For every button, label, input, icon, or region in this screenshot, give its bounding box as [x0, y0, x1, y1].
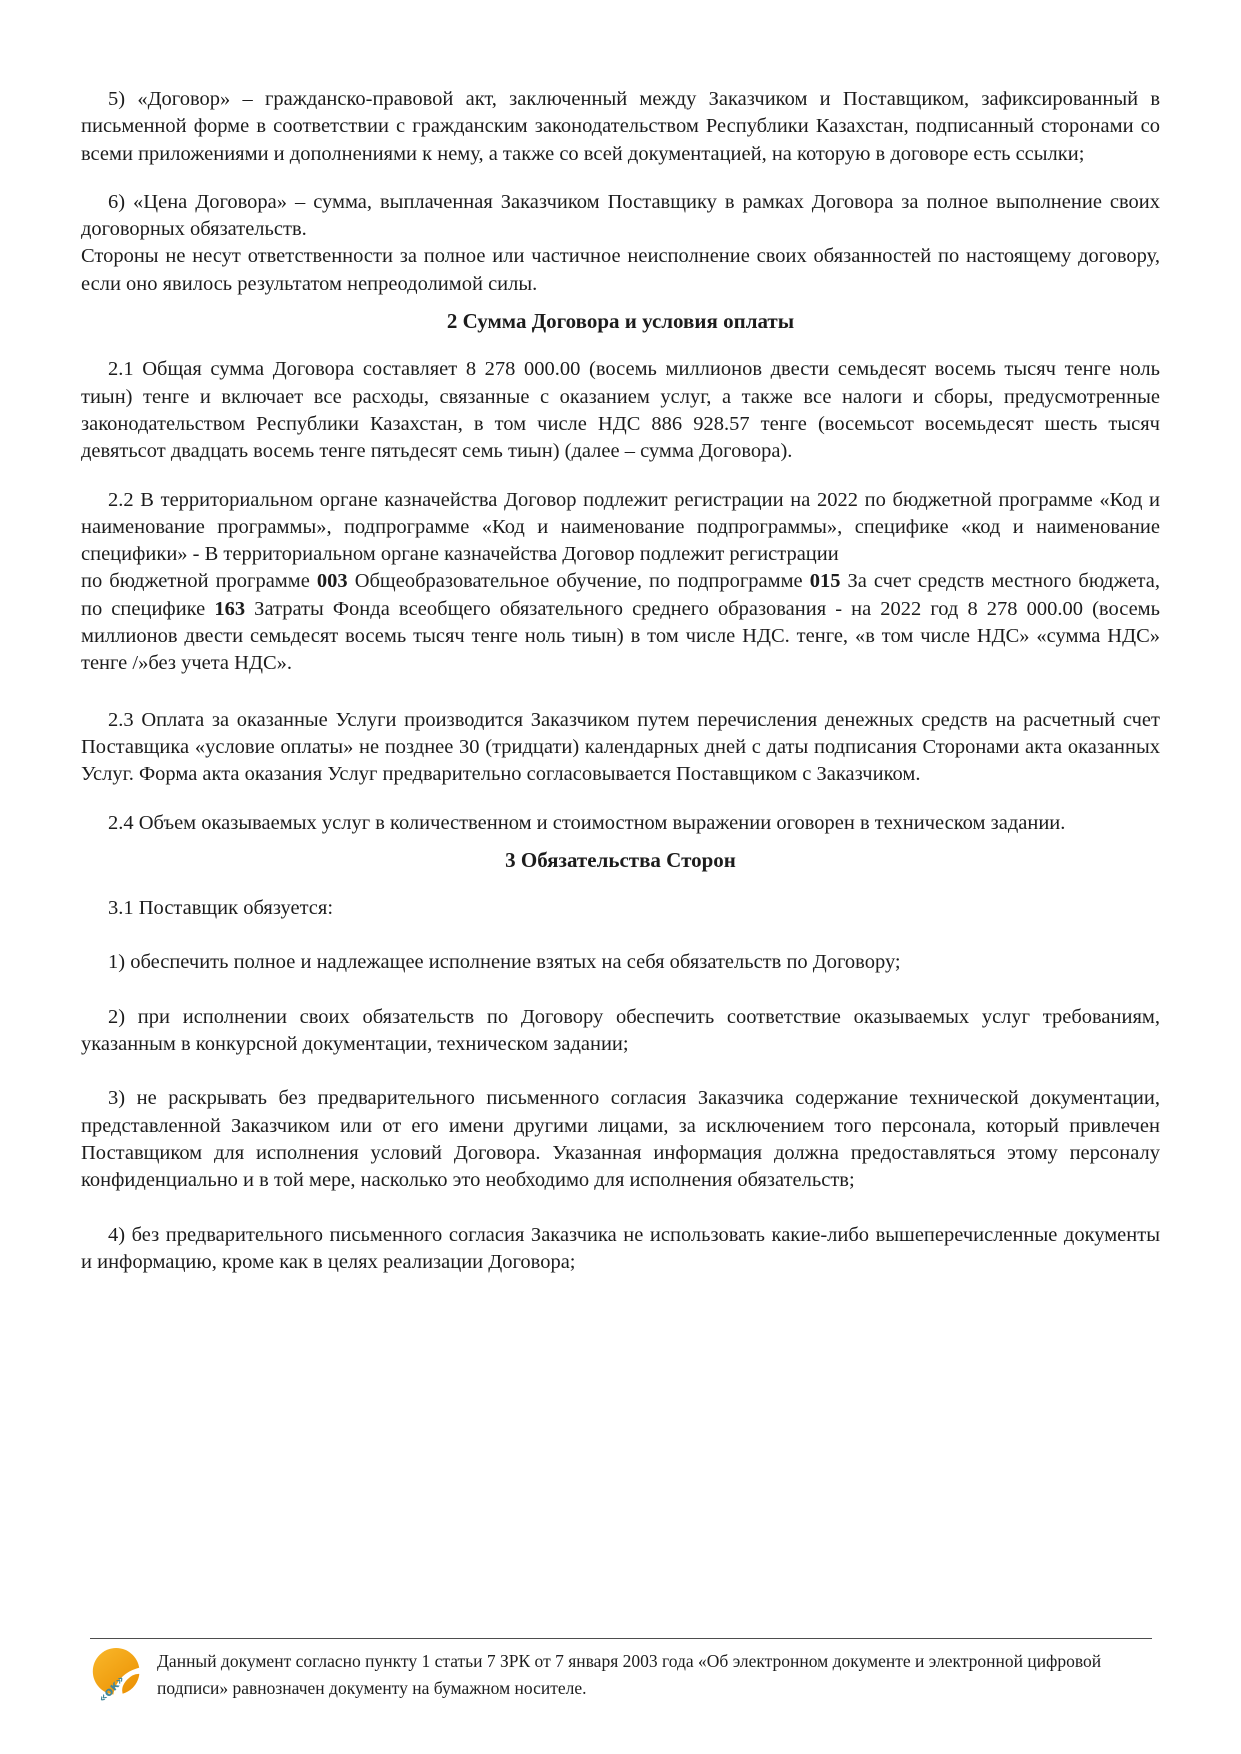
- budget-program-code: 003: [316, 570, 348, 593]
- goszakup-seal-icon: [90, 1646, 146, 1706]
- paragraph-force-majeure: Стороны не несут ответственности за полное или частичное неисполнение своих обязанностей по настоящему договору, если оно явилось результатом непреодолимой силы.: [81, 245, 1160, 295]
- paragraph-definition-contract: 5) «Договор» – гражданско-правовой акт, заключенный между Заказчиком и Поставщиком, зафиксированный в письменной форме в соответствии с гражданским законодательством Республики Казахстан, подписанный сторонами со всеми приложениями и дополнениями к нему, а также со всей документацией, на которую в договоре есть ссылки;: [81, 88, 1160, 165]
- paragraph-2-3: 2.3 Оплата за оказанные Услуги производится Заказчиком путем перечисления денежных средств на расчетный счет Поставщика «условие оплаты» не позднее 30 (тридцати) календарных дней с даты подписания Сторонами акта оказанных Услуг. Форма акта оказания Услуг предварительно согласовывается Поставщиком с Заказчиком.: [81, 708, 1160, 786]
- text-segment: Затраты Фонда всеобщего обязательного среднего образования - на 2022 год 8 278 000.00 (восемь миллионов двести семьдесят восемь тысяч тенге ноль тиын) в том числе НДС. тенге, «в том числе НДС» «сумма НДС» тенге /»без учета НДС».: [81, 597, 1160, 675]
- budget-specific-code: 163: [214, 597, 246, 620]
- obligation-item-2: 2) при исполнении своих обязательств по Договору обеспечить соответствие оказываемых услуг требованиям, указанным в конкурсной документации, техническом задании;: [81, 1005, 1160, 1056]
- obligations-list: [81, 895, 1160, 1276]
- paragraph-3-1: 3.1 Поставщик обязуется:: [108, 897, 334, 920]
- obligation-item-4: 4) без предварительного письменного согласия Заказчика не использовать какие-либо вышеперечисленные документы и информацию, кроме как в целях реализации Договора;: [81, 1223, 1160, 1273]
- electronic-document-note: Данный документ согласно пункту 1 статьи 7 ЗРК от 7 января 2003 года «Об электронном документе и электронной цифровой подписи» равнозначен документу на бумажном носителе.: [157, 1651, 1102, 1698]
- text-segment: Общеобразовательное обучение, по подпрограмме: [347, 570, 810, 593]
- paragraph-definition-price: 6) «Цена Договора» – сумма, выплаченная Заказчиком Поставщику в рамках Договора за полное выполнение своих договорных обязательств.: [81, 190, 1160, 241]
- paragraph-2-4: 2.4 Объем оказываемых услуг в количественном и стоимостном выражении оговорен в техническом задании.: [108, 811, 1066, 834]
- footer: [90, 1646, 1152, 1706]
- svg-text:«ок»: «ок»: [95, 1672, 128, 1706]
- heading-payment-terms: 2 Сумма Договора и условия оплаты: [446, 309, 795, 334]
- paragraph-2-2: [81, 487, 1160, 678]
- obligation-item-3: 3) не раскрывать без предварительного письменного согласия Заказчика содержание технической документации, представленной Заказчиком или от его имени другими лицами, за исключением того персонала, который привлечен Поставщиком для исполнения условий Договора. Указанная информация должна предоставляться этому персоналу конфиденциально и в той мере, насколько это необходимо для исполнения обязательств;: [81, 1087, 1160, 1192]
- budget-subprogram-code: 015: [809, 570, 841, 593]
- text-segment: За счет средств местного бюджета, по специфике: [81, 570, 1160, 620]
- document-body: [81, 86, 1160, 1303]
- text-segment: по бюджетной программе: [81, 570, 317, 593]
- heading-obligations: 3 Обязательства Сторон: [505, 847, 736, 872]
- footer-divider: [90, 1638, 1152, 1639]
- obligation-item-1: 1) обеспечить полное и надлежащее исполнение взятых на себя обязательств по Договору;: [108, 951, 901, 974]
- text-segment: 2.2 В территориальном органе казначейства Договор подлежит регистрации на 2022 по бюджетной программе «Код и наименование программы», подпрограмме «Код и наименование подпрограммы», специфике «код и наименование специфики» - В территориальном органе казначейства Договор подлежит регистрации: [81, 488, 1160, 566]
- paragraph-2-1: 2.1 Общая сумма Договора составляет 8 278 000.00 (восемь миллионов двести семьдесят восемь тысяч тенге ноль тиын) тенге и включает все расходы, связанные с оказанием услуг, а также все налоги и сборы, предусмотренные законодательством Республики Казахстан, в том числе НДС 886 928.57 тенге (восемьсот восемьдесят шесть тысяч девятьсот двадцать восемь тенге пятьдесят семь тиын) (далее – сумма Договора).: [81, 358, 1160, 463]
